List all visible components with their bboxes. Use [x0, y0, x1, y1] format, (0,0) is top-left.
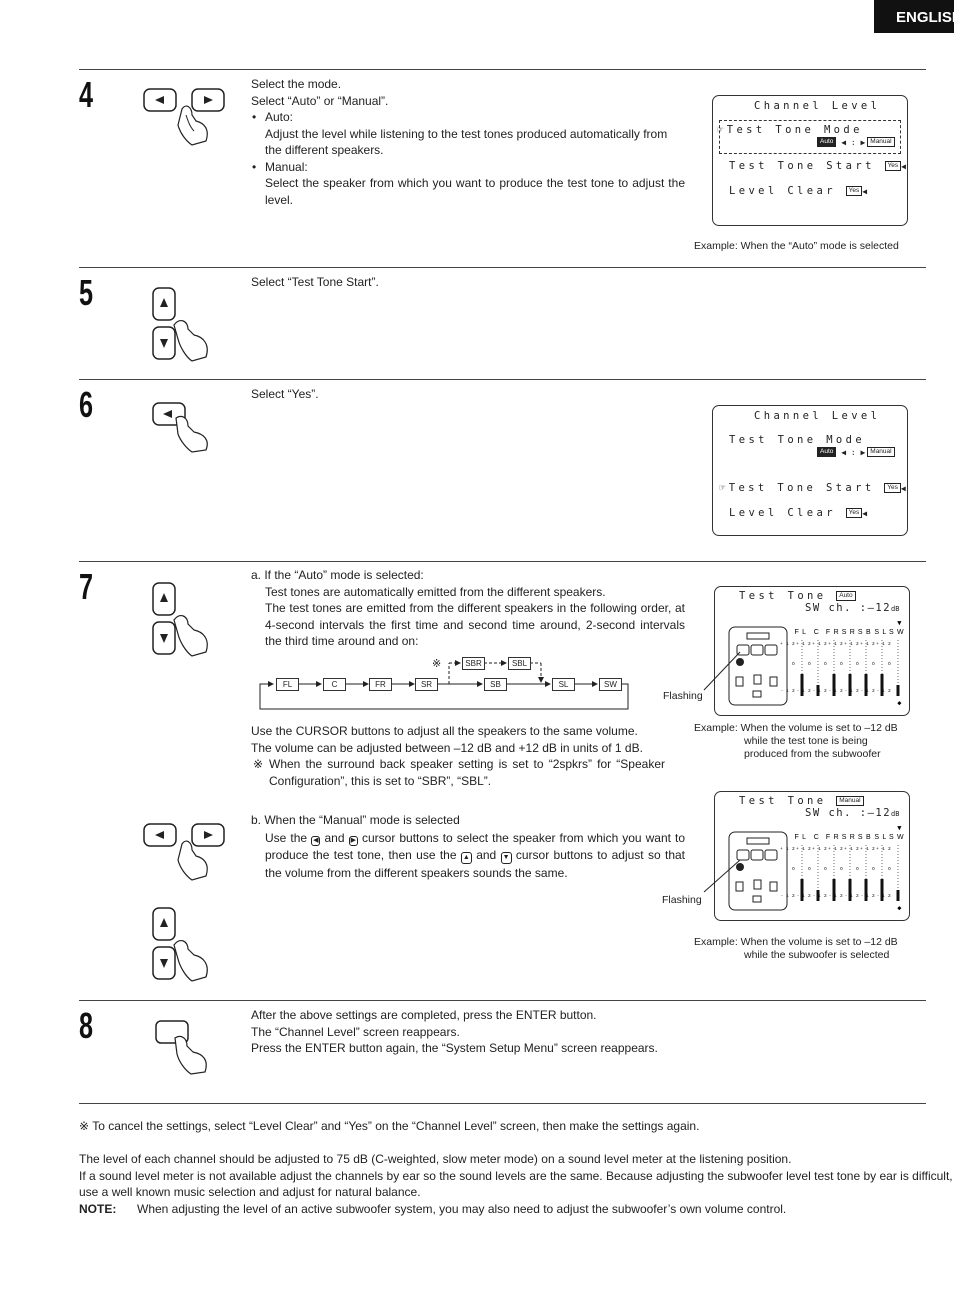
yes-option[interactable]: Yes — [885, 161, 902, 171]
mode-badge: Auto — [836, 591, 855, 601]
scale-tick-label: 0 — [872, 661, 878, 666]
up-down-cursor-buttons-icon — [150, 580, 220, 658]
step-number-6: 6 — [79, 384, 92, 425]
front-speaker-icon — [765, 850, 777, 860]
step-number-5: 5 — [79, 272, 92, 313]
test-tone-mode-label: Test Tone Mode — [729, 434, 866, 446]
scale-tick-label: 0 — [840, 661, 846, 666]
speaker-sbl-box: SBL — [508, 657, 531, 670]
note-mark: ※ — [432, 658, 442, 670]
scale-tick-label: 0 — [792, 866, 798, 871]
speaker-fr-box: FR — [369, 678, 392, 691]
caption-line: Example: When the volume is set to –12 dB — [694, 722, 898, 734]
right-cursor-icon: ▶ — [350, 836, 356, 844]
scale-tick-label: +12 — [844, 846, 862, 851]
mode-badge: Manual — [836, 796, 863, 806]
scale-tick-label: +12 — [828, 641, 846, 646]
speaker-sw-box: SW — [599, 678, 622, 691]
down-cursor-icon: ▼ — [501, 852, 512, 864]
text-line: b. When the “Manual” mode is selected — [251, 813, 460, 827]
caption-line: while the test tone is being — [744, 735, 868, 747]
up-down-arrow-icon: ◆ — [897, 904, 905, 912]
down-arrow-icon: ▼ — [897, 824, 905, 832]
rear-speaker-icon — [754, 675, 761, 684]
rear-speaker-icon — [770, 677, 777, 686]
figure-caption — [694, 936, 898, 962]
figure-caption: Example: When the “Auto” mode is selected — [694, 240, 899, 252]
divider — [79, 561, 926, 562]
figure-caption — [694, 722, 898, 761]
listener-icon — [753, 691, 761, 697]
text-line: Select the mode. — [251, 77, 342, 91]
front-speaker-icon — [751, 645, 763, 655]
caption-line: Example: When the volume is set to –12 dB — [694, 936, 898, 948]
up-down-arrow-icon: ◆ — [897, 699, 905, 707]
rear-speaker-icon — [754, 880, 761, 889]
level-clear-label: Level Clear — [729, 507, 836, 519]
level-bar — [897, 685, 900, 696]
test-tone-start-label: Test Tone Start — [728, 482, 875, 494]
meter-title: Test Tone — [739, 590, 827, 602]
channel-label: SL — [874, 834, 890, 841]
channel-label: SR — [841, 834, 859, 841]
divider — [79, 379, 926, 380]
channel-label: SW — [888, 834, 908, 841]
scale-tick-label: -12 — [845, 688, 862, 693]
speaker-sr-box: SR — [415, 678, 438, 691]
caption-line: produced from the subwoofer — [744, 748, 881, 760]
step6-text — [251, 386, 319, 403]
scale-tick-label: -12 — [877, 893, 894, 898]
scale-tick-label: -12 — [813, 893, 830, 898]
speaker-fl-box: FL — [276, 678, 299, 691]
scale-tick-label: +12 — [780, 641, 798, 646]
speaker-sbr-box: SBR — [462, 657, 485, 670]
speaker-order-diagram — [258, 655, 630, 711]
level-clear-label: Level Clear — [729, 185, 836, 197]
speaker-sl-box: SL — [552, 678, 575, 691]
front-speaker-icon — [751, 850, 763, 860]
scale-tick-label: -12 — [877, 688, 894, 693]
divider — [79, 267, 926, 268]
scale-tick-label: 0 — [856, 866, 862, 871]
scale-tick-label: +12 — [876, 641, 894, 646]
text-line: The test tones are emitted from the different speakers in the following order, at 4-second intervals the first time and second time around, 2-second intervals the third time around and on: — [265, 601, 685, 648]
channel-label: FL — [794, 629, 810, 636]
step7-manual-text — [251, 812, 685, 882]
unit-label: dB — [891, 605, 900, 613]
text-line: Select the speaker from which you want to produce the test tone to adjust the level. — [265, 176, 685, 207]
scale-tick-label: -12 — [861, 893, 878, 898]
step-number-4: 4 — [79, 74, 92, 115]
scale-tick-label: 0 — [808, 866, 814, 871]
scale-tick-label: -12 — [861, 688, 878, 693]
manual-option[interactable]: Manual — [867, 137, 894, 147]
unit-label: dB — [891, 810, 900, 818]
note-label: NOTE: — [79, 1201, 117, 1216]
language-tab: ENGLISH — [874, 0, 954, 33]
text-line: Press the ENTER button again, the “System Setup Menu” screen reappears. — [251, 1041, 658, 1055]
scale-tick-label: -12 — [845, 893, 862, 898]
scale-tick-label: 0 — [792, 661, 798, 666]
text-line: Use the — [265, 830, 308, 845]
step-number-8: 8 — [79, 1005, 92, 1046]
speaker-sb-box: SB — [484, 678, 507, 691]
text-line: Use the CURSOR buttons to adjust all the speakers to the same volume. — [251, 724, 638, 738]
left-right-cursor-buttons-icon — [142, 820, 228, 882]
text-line: Select “Auto” or “Manual”. — [251, 93, 389, 108]
text-line: The volume can be adjusted between –12 dB and +12 dB in units of 1 dB. — [251, 740, 643, 755]
step4-text — [251, 76, 685, 208]
divider — [79, 69, 926, 70]
scale-tick-label: 0 — [840, 866, 846, 871]
yes-option[interactable]: Yes — [846, 508, 863, 518]
scale-tick-label: +12 — [844, 641, 862, 646]
text-line: To cancel the settings, select “Level Clear” and “Yes” on the “Channel Level” screen, then make the settings again. — [92, 1119, 700, 1133]
text-line: and — [324, 830, 345, 845]
scale-tick-label: -12 — [829, 688, 846, 693]
channel-label: SL — [874, 629, 890, 636]
scale-tick-label: 0 — [808, 661, 814, 666]
text-line: Adjust the level while listening to the test tones produced automatically from the different speakers. — [265, 126, 668, 157]
scale-tick-label: 0 — [824, 661, 830, 666]
scale-tick-label: +12 — [796, 641, 814, 646]
left-cursor-button-icon — [150, 398, 220, 454]
note-mark: ※ — [79, 1119, 90, 1133]
scale-tick-label: -12 — [813, 688, 830, 693]
bullet-item: • Manual: — [251, 159, 685, 176]
listener-icon — [753, 896, 761, 902]
text-line: The level of each channel should be adjusted to 75 dB (C-weighted, slow meter mode) on a sound level meter at the listening position. — [79, 1152, 792, 1166]
step-number-7: 7 — [79, 566, 92, 607]
tv-screen-icon — [747, 838, 769, 844]
channel-label: FR — [825, 834, 843, 841]
channel-label: SR — [841, 629, 859, 636]
scale-tick-label: +12 — [812, 846, 830, 851]
left-right-cursor-buttons-icon — [142, 85, 228, 147]
scale-tick-label: +12 — [860, 846, 878, 851]
scale-tick-label: +12 — [860, 641, 878, 646]
scale-tick-label: 0 — [824, 866, 830, 871]
text-line: a. If the “Auto” mode is selected: — [251, 568, 424, 582]
text-line: After the above settings are completed, press the ENTER button. — [251, 1008, 597, 1022]
scale-tick-label: +12 — [876, 846, 894, 851]
scale-tick-label: +12 — [780, 846, 798, 851]
screen-title: Channel Level — [754, 100, 881, 112]
tv-screen-icon — [747, 633, 769, 639]
step7-adjust-text — [251, 723, 665, 789]
text-line: Select “Test Tone Start”. — [251, 275, 379, 289]
channel-label: C — [813, 834, 823, 841]
scale-tick-label: +12 — [828, 846, 846, 851]
cancel-note — [79, 1118, 955, 1135]
text-line: and — [476, 848, 497, 862]
test-tone-mode-label: Test Tone Mode — [726, 124, 863, 136]
text-line: When adjusting the level of an active subwoofer system, you may also need to adjust the subwoofer’s own volume control. — [137, 1201, 787, 1216]
scale-tick-label: 0 — [888, 661, 894, 666]
scale-tick-label: -12 — [797, 688, 814, 693]
speaker-c-box: C — [323, 678, 346, 691]
meter-title: Test Tone — [739, 795, 827, 807]
text-line: Select “Yes”. — [251, 387, 319, 401]
text-line: cursor buttons to select the speaker from which you want to produce the test tone, then use the — [265, 830, 686, 862]
manual-option[interactable]: Manual — [867, 447, 894, 457]
auto-option[interactable]: Auto — [817, 137, 836, 147]
channel-label: SB — [857, 834, 875, 841]
text-line: The “Channel Level” screen reappears. — [251, 1024, 460, 1039]
auto-option[interactable]: Auto — [817, 447, 836, 457]
up-down-cursor-buttons-icon — [150, 905, 220, 983]
divider — [79, 1103, 926, 1104]
caption-line: while the subwoofer is selected — [744, 949, 890, 961]
channel-readout: SW ch. :–12 — [805, 602, 892, 614]
front-speaker-icon — [765, 645, 777, 655]
up-down-cursor-buttons-icon — [150, 285, 220, 363]
channel-label: SB — [857, 629, 875, 636]
scale-tick-label: 0 — [872, 866, 878, 871]
down-arrow-icon: ▼ — [897, 619, 905, 627]
test-tone-start-label: Test Tone Start — [729, 160, 875, 172]
flashing-label: Flashing — [662, 894, 702, 906]
scale-tick-label: 0 — [888, 866, 894, 871]
channel-readout: SW ch. :–12 — [805, 807, 892, 819]
text-line: When the surround back speaker setting is set to “2spkrs” for “Speaker Configuration”, this is set to “SBR”, “SBL”. — [269, 757, 665, 788]
footer-text — [79, 1151, 955, 1217]
scale-tick-label: -12 — [797, 893, 814, 898]
level-bar — [897, 890, 900, 901]
channel-label: FL — [794, 834, 810, 841]
screen-title: Channel Level — [754, 410, 881, 422]
pointer-cursor-icon: ☞ — [719, 482, 729, 494]
flashing-label: Flashing — [663, 690, 703, 702]
channel-level-screen-auto: Channel Level ☞Test Tone Mode Auto ◀ : ▶ Manual Test Tone Start Yes ◀ Level Clear Yes ◀ — [712, 95, 908, 226]
left-cursor-icon: ◀ — [313, 836, 319, 844]
scale-tick-label: -12 — [781, 893, 798, 898]
text-line: Test tones are automatically emitted from the different speakers. — [265, 584, 606, 599]
pointer-cursor-icon: ☞ — [717, 124, 727, 136]
scale-tick-label: +12 — [796, 846, 814, 851]
flashing-pointer-line — [700, 850, 750, 900]
channel-label: FR — [825, 629, 843, 636]
step5-text — [251, 274, 379, 291]
text-line: cursor buttons to adjust so that the volume from the different speakers sounds the same. — [265, 848, 686, 880]
scale-tick-label: -12 — [781, 688, 798, 693]
bullet-item: • Auto: — [251, 109, 685, 126]
note-mark: ※ — [253, 757, 264, 771]
step7-auto-text — [251, 567, 685, 650]
channel-label: SW — [888, 629, 908, 636]
scale-tick-label: +12 — [812, 641, 830, 646]
channel-level-screen-start: Channel Level Test Tone Mode Auto ◀ : ▶ Manual ☞Test Tone Start Yes ◀ Level Clear Yes ◀ — [712, 405, 908, 536]
flashing-pointer-line — [700, 640, 750, 700]
scale-tick-label: -12 — [829, 893, 846, 898]
yes-option[interactable]: Yes — [846, 186, 863, 196]
up-cursor-icon: ▲ — [461, 852, 472, 864]
rear-speaker-icon — [770, 882, 777, 891]
divider — [79, 1000, 926, 1001]
step8-text — [251, 1007, 658, 1057]
enter-button-icon — [153, 1018, 217, 1076]
scale-tick-label: 0 — [856, 661, 862, 666]
yes-option[interactable]: Yes — [884, 483, 901, 493]
channel-label: C — [813, 629, 823, 636]
text-line: If a sound level meter is not available adjust the channels by ear so the sound levels are the same. Because adjusting the subwoofer level test tone by ear is difficult, use a well known music selection and adjust for natural balance. — [79, 1168, 953, 1199]
